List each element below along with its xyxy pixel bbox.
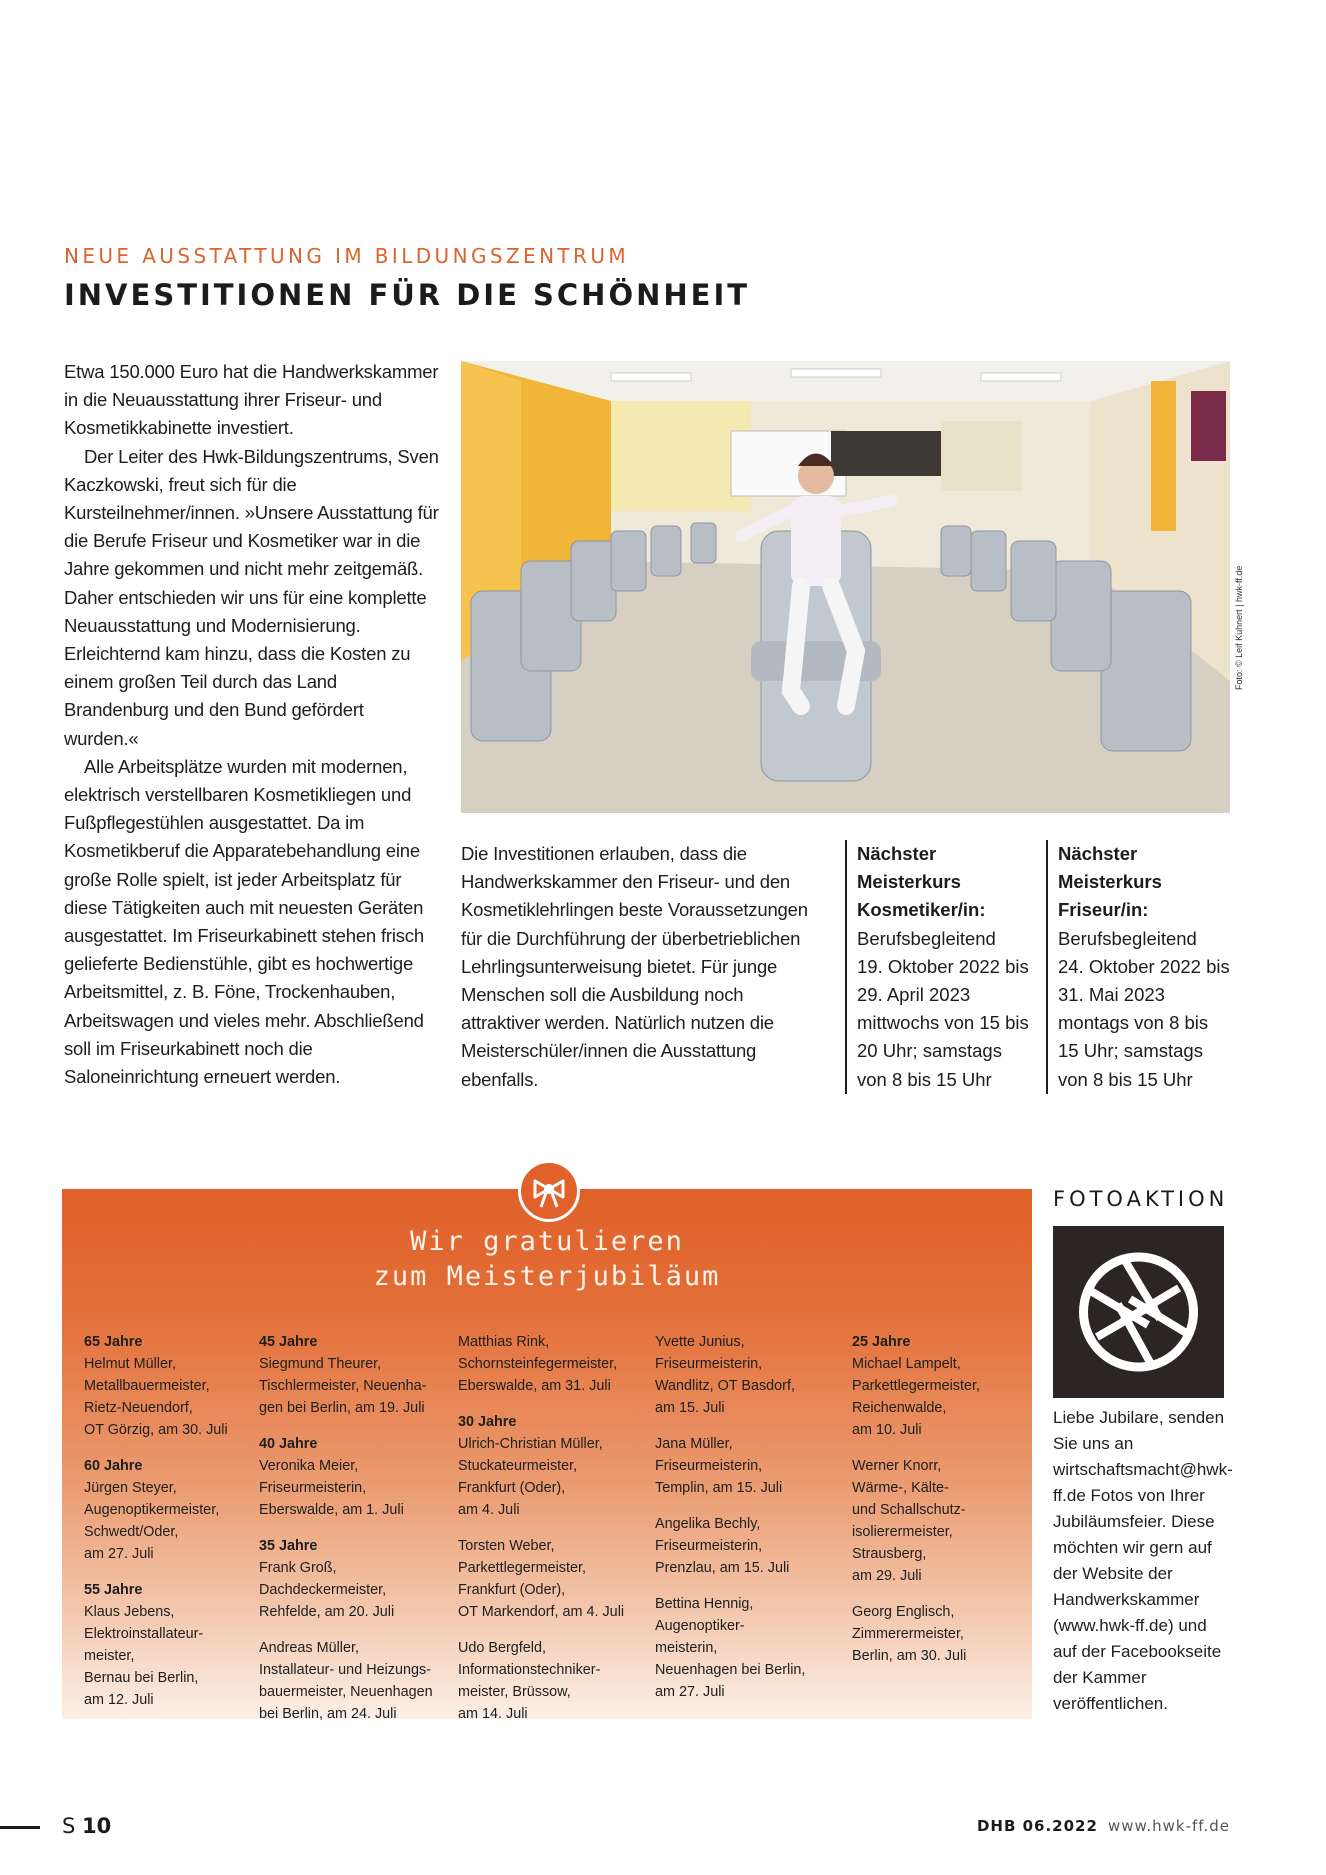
jubilee-column xyxy=(84,1331,266,1725)
classroom-photo-illustration xyxy=(461,361,1230,813)
jubilee-line: Dachdeckermeister, xyxy=(259,1582,387,1598)
jubilee-line: Ulrich-Christian Müller, xyxy=(458,1436,603,1452)
info-line: mittwochs von 15 bis xyxy=(857,1012,1029,1034)
jubilee-years: 45 Jahre xyxy=(259,1334,318,1350)
info-line: montags von 8 bis xyxy=(1058,1012,1209,1034)
issue-label: DHB 06.2022 xyxy=(976,1817,1098,1835)
jubilee-line: Bernau bei Berlin, xyxy=(84,1670,199,1686)
jubilee-line: am 4. Juli xyxy=(458,1502,520,1518)
jubilee-years: 30 Jahre xyxy=(458,1414,517,1430)
jubilee-line: Siegmund Theurer, xyxy=(259,1356,382,1372)
jubilee-line: Matthias Rink, xyxy=(458,1334,550,1350)
jubilee-line: Friseurmeisterin, xyxy=(259,1480,367,1496)
jubilee-line: Eberswalde, am 31. Juli xyxy=(458,1378,611,1394)
jubilee-line: Veronika Meier, xyxy=(259,1458,359,1474)
jubilee-line: bei Berlin, am 24. Juli xyxy=(259,1706,397,1722)
info-line: 15 Uhr; samstags xyxy=(1058,1040,1203,1062)
jubilee-line: Bettina Hennig, xyxy=(655,1596,754,1612)
jubilee-line: Tischlermeister, Neuenha- xyxy=(259,1378,427,1394)
jubilee-line: Metallbauermeister, xyxy=(84,1378,210,1394)
article-photo xyxy=(461,361,1230,813)
info-box-title: Nächster Meisterkurs Kosmetiker/in: xyxy=(857,843,986,921)
jubilee-line: Udo Bergfeld, xyxy=(458,1640,546,1656)
jubilee-line: Torsten Weber, xyxy=(458,1538,555,1554)
info-box-friseur xyxy=(1046,840,1234,1094)
jubilee-line: Klaus Jebens, xyxy=(84,1604,175,1620)
jubilee-line: am 12. Juli xyxy=(84,1692,154,1708)
jubilee-entry xyxy=(84,1455,266,1565)
jubilee-line: Werner Knorr, xyxy=(852,1458,942,1474)
jubilee-line: OT Markendorf, am 4. Juli xyxy=(458,1604,625,1620)
bow-ribbon-icon xyxy=(518,1160,580,1222)
jubilee-line: am 14. Juli xyxy=(458,1706,528,1722)
jubilee-line: gen bei Berlin, am 19. Juli xyxy=(259,1400,425,1416)
jubilee-entry xyxy=(852,1331,1034,1441)
jubilee-title-line: zum Meisterjubiläum xyxy=(373,1261,721,1292)
fotoaktion-label: FOTOAKTION xyxy=(1053,1187,1229,1211)
jubilee-entry xyxy=(259,1433,441,1521)
article-column-1 xyxy=(64,358,442,1091)
jubilee-years: 35 Jahre xyxy=(259,1538,318,1554)
jubilee-entry xyxy=(84,1579,266,1711)
jubilee-line: Michael Lampelt, xyxy=(852,1356,961,1372)
footer-issue xyxy=(977,1817,1230,1835)
jubilee-line: Installateur- und Heizungs- xyxy=(259,1662,431,1678)
jubilee-line: am 15. Juli xyxy=(655,1400,725,1416)
jubilee-line: Strausberg, xyxy=(852,1546,927,1562)
jubilee-entry xyxy=(655,1433,837,1499)
jubilee-line: Augenoptikermeister, xyxy=(84,1502,220,1518)
jubilee-line: Wandlitz, OT Basdorf, xyxy=(655,1378,795,1394)
jubilee-line: Berlin, am 30. Juli xyxy=(852,1648,967,1664)
jubilee-line: Yvette Junius, xyxy=(655,1334,745,1350)
camera-aperture-icon xyxy=(1053,1226,1224,1398)
info-line: 29. April 2023 xyxy=(857,984,971,1006)
jubilee-line: Jana Müller, xyxy=(655,1436,733,1452)
paragraph: Die Investitionen erlauben, dass die Handwerkskammer den Friseur- und den Kosmetiklehrlingen beste Voraussetzungen für die Durchführung der überbetrieblichen Lehrlingsunterweisung bietet. Für junge Menschen soll die Ausbildung noch attraktiver werden. Natürlich nutzen die Meisterschüler/innen die Ausstattung ebenfalls. xyxy=(461,843,808,1090)
info-line: 20 Uhr; samstags xyxy=(857,1040,1002,1062)
jubilee-entry xyxy=(655,1513,837,1579)
info-line: von 8 bis 15 Uhr xyxy=(857,1068,992,1090)
info-box-title: Nächster Meisterkurs Friseur/in: xyxy=(1058,843,1162,921)
paragraph: Alle Arbeitsplätze wurden mit modernen, elektrisch verstellbaren Kosmetikliegen und Fußpflegestühlen ausgestattet. Da im Kosmetikberuf die Apparatebehandlung eine große Rolle spielt, ist jeder Arbeitsplatz für diese Tätigkeiten auch mit neuesten Geräten ausgestattet. Im Friseurkabinett stehen frisch gelieferte Bedienstühle, gibt es hochwertige Arbeitsmittel, z. B. Föne, Trockenhauben, Arbeitswagen und vieles mehr. Abschließend soll im Friseurkabinett noch die Saloneinrichtung erneuert werden. xyxy=(64,755,424,1088)
jubilee-years: 55 Jahre xyxy=(84,1582,143,1598)
jubilee-entry xyxy=(259,1331,441,1419)
jubilee-line: Neuenhagen bei Berlin, xyxy=(655,1662,806,1678)
jubilee-line: Friseurmeisterin, xyxy=(655,1458,763,1474)
jubilee-line: Stuckateurmeister, xyxy=(458,1458,578,1474)
jubilee-line: Reichenwalde, xyxy=(852,1400,947,1416)
info-box-kosmetiker xyxy=(845,840,1033,1094)
jubilee-line: Templin, am 15. Juli xyxy=(655,1480,783,1496)
photo-credit: Foto: © Leif Kuhnert | hwk-ff.de xyxy=(1234,565,1244,690)
page-prefix: S xyxy=(62,1814,76,1838)
jubilee-line: Wärme-, Kälte- xyxy=(852,1480,949,1496)
jubilee-line: OT Görzig, am 30. Juli xyxy=(84,1422,228,1438)
jubilee-entry xyxy=(852,1601,1034,1667)
jubilee-line: am 27. Juli xyxy=(84,1546,154,1562)
jubilee-line: am 27. Juli xyxy=(655,1684,725,1700)
jubilee-title xyxy=(62,1224,1032,1294)
jubilee-line: am 29. Juli xyxy=(852,1568,922,1584)
jubilee-line: bauermeister, Neuenhagen xyxy=(259,1684,433,1700)
jubilee-entry xyxy=(458,1637,640,1725)
jubilee-line: Zimmerermeister, xyxy=(852,1626,964,1642)
website-link[interactable]: www.hwk-ff.de xyxy=(1107,1817,1230,1835)
info-line: 24. Oktober 2022 bis xyxy=(1058,955,1230,977)
jubilee-entry xyxy=(655,1593,837,1703)
info-line: von 8 bis 15 Uhr xyxy=(1058,1068,1193,1090)
jubilee-line: Frank Groß, xyxy=(259,1560,337,1576)
jubilee-entry xyxy=(458,1535,640,1623)
article-headline: INVESTITIONEN FÜR DIE SCHÖNHEIT xyxy=(64,278,751,312)
paragraph: Der Leiter des Hwk-Bildungszentrums, Sven Kaczkowski, freut sich für die Kursteilnehmer/innen. »Unsere Ausstattung für die Berufe Friseur und Kosmetiker war in die Jahre gekommen und nicht mehr zeitgemäß. Daher entschieden wir uns für eine komplette Neuausstattung und Modernisierung. Erleichternd kam hinzu, dass die Kosten zu einem großen Teil durch das Land Brandenburg und den Bund gefördert wurden.« xyxy=(64,445,439,749)
article-column-2 xyxy=(461,840,823,1094)
jubilee-line: Rietz-Neuendorf, xyxy=(84,1400,193,1416)
paragraph: Etwa 150.000 Euro hat die Handwerkskammer in die Neuausstattung ihrer Friseur- und Kosmetikkabinette investiert. xyxy=(64,361,439,439)
jubilee-column xyxy=(852,1331,1034,1681)
jubilee-line: Eberswalde, am 1. Juli xyxy=(259,1502,404,1518)
jubilee-line: Frankfurt (Oder), xyxy=(458,1480,566,1496)
jubilee-line: Elektroinstallateur- xyxy=(84,1626,204,1642)
jubilee-entry xyxy=(655,1331,837,1419)
jubilee-title-line: Wir gratulieren xyxy=(410,1226,684,1257)
jubilee-column xyxy=(259,1331,441,1739)
jubilee-line: Angelika Bechly, xyxy=(655,1516,761,1532)
jubilee-line: am 10. Juli xyxy=(852,1422,922,1438)
jubilee-entry xyxy=(84,1331,266,1441)
jubilee-line: Prenzlau, am 15. Juli xyxy=(655,1560,790,1576)
jubilee-entry xyxy=(259,1637,441,1725)
article-kicker: NEUE AUSSTATTUNG IM BILDUNGSZENTRUM xyxy=(64,244,630,268)
info-line: 19. Oktober 2022 bis xyxy=(857,955,1029,977)
jubilee-column xyxy=(458,1331,640,1739)
fotoaktion-text: Liebe Jubilare, senden Sie uns an wirtschaftsmacht@hwk-ff.de Fotos von Ihrer Jubiläumsfeier. Diese möchten wir gern auf der Website der Handwerkskammer (www.hwk-ff.de) und auf der Facebookseite der Kammer veröffentlichen. xyxy=(1053,1408,1233,1713)
jubilee-line: Georg Englisch, xyxy=(852,1604,955,1620)
jubilee-line: Andreas Müller, xyxy=(259,1640,359,1656)
jubilee-line: Parkettlegermeister, xyxy=(458,1560,586,1576)
jubilee-entry xyxy=(259,1535,441,1623)
info-line: 31. Mai 2023 xyxy=(1058,984,1165,1006)
jubilee-line: meister, xyxy=(84,1648,135,1664)
footer-rule xyxy=(0,1826,40,1829)
jubilee-line: meister, Brüssow, xyxy=(458,1684,571,1700)
jubilee-years: 60 Jahre xyxy=(84,1458,143,1474)
info-line: Berufsbegleitend xyxy=(1058,927,1197,949)
jubilee-line: Rehfelde, am 20. Juli xyxy=(259,1604,395,1620)
jubilee-line: Augenoptiker- xyxy=(655,1618,745,1634)
jubilee-line: und Schallschutz- xyxy=(852,1502,966,1518)
page-number xyxy=(62,1814,111,1838)
page-number-value: 10 xyxy=(82,1814,112,1838)
jubilee-entry xyxy=(458,1411,640,1521)
jubilee-line: Helmut Müller, xyxy=(84,1356,176,1372)
jubilee-line: Parkettlegermeister, xyxy=(852,1378,980,1394)
jubilee-line: Friseurmeisterin, xyxy=(655,1356,763,1372)
jubilee-years: 25 Jahre xyxy=(852,1334,911,1350)
jubilee-line: Schornsteinfegermeister, xyxy=(458,1356,618,1372)
jubilee-line: isolierermeister, xyxy=(852,1524,953,1540)
jubilee-entry xyxy=(852,1455,1034,1587)
jubilee-column xyxy=(655,1331,837,1717)
info-line: Berufsbegleitend xyxy=(857,927,996,949)
jubilee-years: 65 Jahre xyxy=(84,1334,143,1350)
jubilee-line: Informationstechniker- xyxy=(458,1662,601,1678)
jubilee-line: Jürgen Steyer, xyxy=(84,1480,177,1496)
jubilee-entry xyxy=(458,1331,640,1397)
jubilee-line: Friseurmeisterin, xyxy=(655,1538,763,1554)
jubilee-line: Frankfurt (Oder), xyxy=(458,1582,566,1598)
jubilee-line: Schwedt/Oder, xyxy=(84,1524,179,1540)
jubilee-line: meisterin, xyxy=(655,1640,718,1656)
jubilee-years: 40 Jahre xyxy=(259,1436,318,1452)
